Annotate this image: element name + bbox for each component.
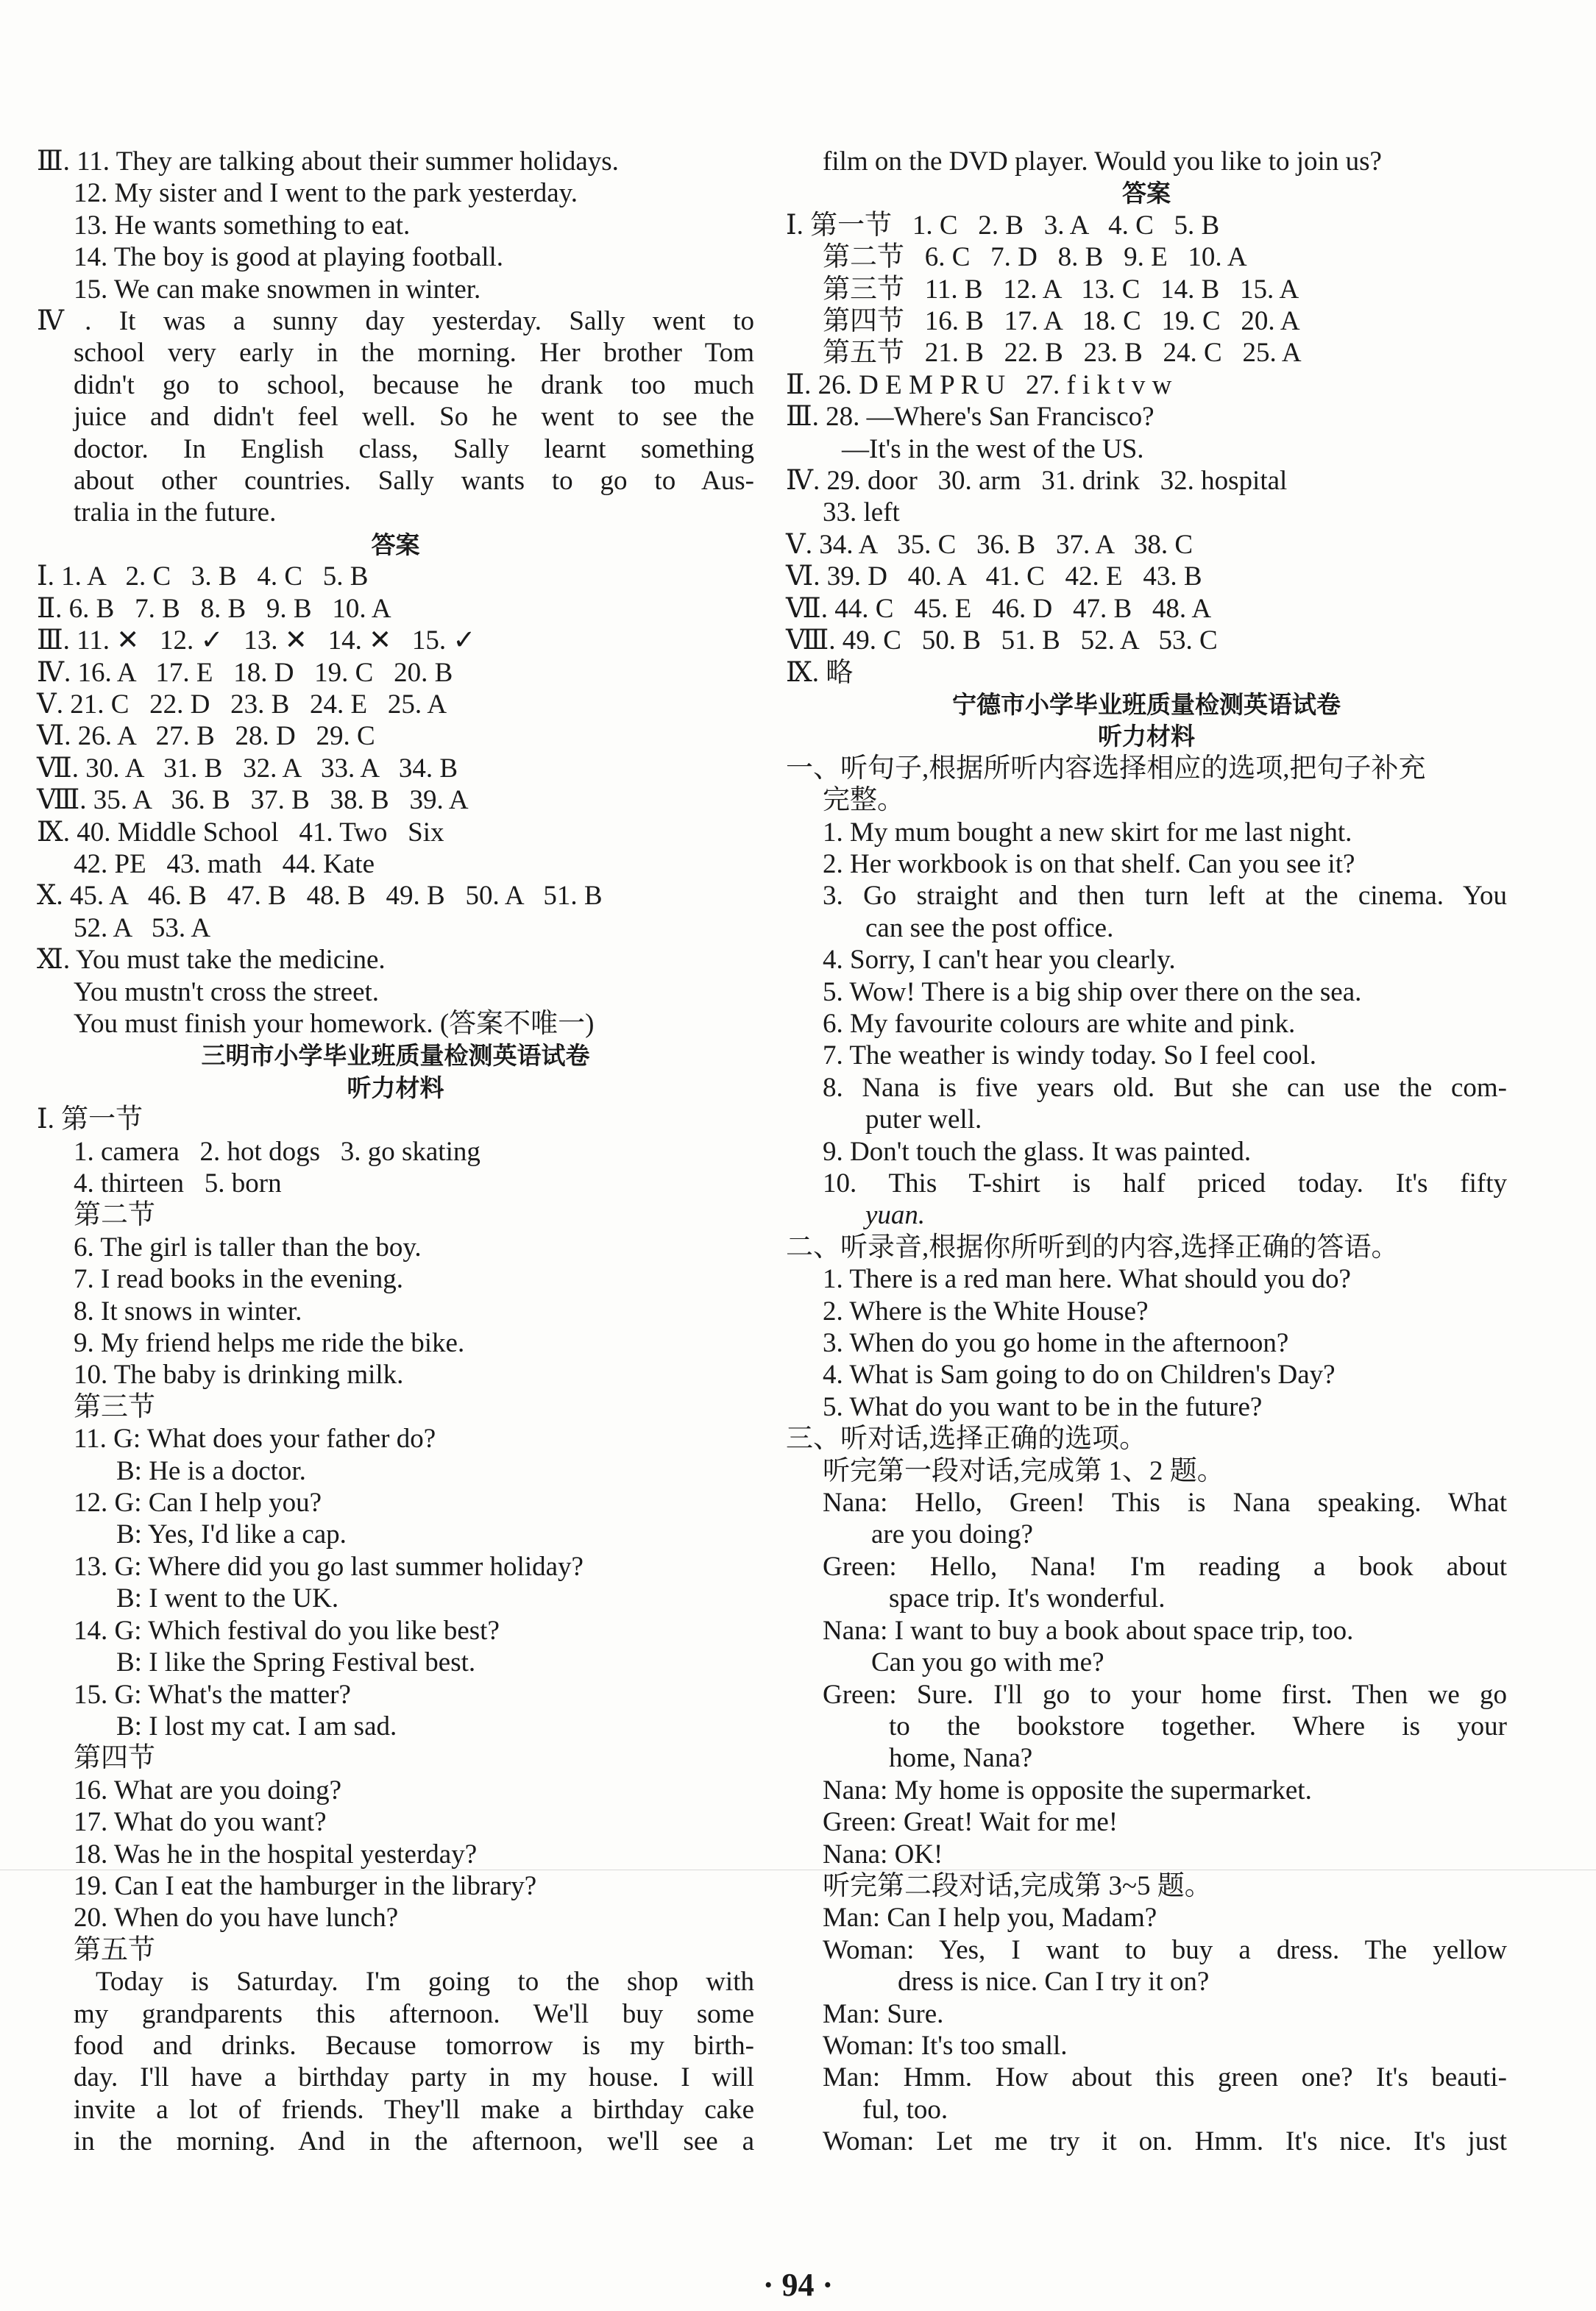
right-line: can see the post office.: [865, 912, 1114, 943]
left-line: Ⅶ. 30. A 31. B 32. A 33. A 34. B: [37, 753, 458, 784]
right-line: 7. The weather is windy today. So I feel cool.: [823, 1040, 1316, 1071]
right-line: Woman: Yes, I want to buy a dress. The yellow: [823, 1934, 1507, 1965]
left-line: 12. G: Can I help you?: [74, 1488, 322, 1519]
right-line: 1. There is a red man here. What should you do?: [823, 1264, 1351, 1295]
left-line: 17. What do you want?: [74, 1807, 327, 1838]
right-line: Green: Great! Wait for me!: [823, 1807, 1118, 1838]
left-line: school very early in the morning. Her brother Tom: [74, 338, 754, 369]
right-line: Ⅲ. 28. —Where's San Francisco?: [786, 402, 1155, 433]
page-number: · 94 ·: [762, 2267, 834, 2303]
left-line: Ⅴ. 21. C 22. D 23. B 24. E 25. A: [37, 689, 447, 720]
right-line: 8. Nana is five years old. But she can use the com-: [823, 1072, 1507, 1103]
right-line: Woman: It's too small.: [823, 2030, 1068, 2061]
right-heading: 听力材料: [1098, 722, 1195, 751]
right-line: Ⅶ. 44. C 45. E 46. D 47. B 48. A: [786, 593, 1212, 624]
right-line: Ⅵ. 39. D 40. A 41. C 42. E 43. B: [786, 561, 1202, 592]
left-line: 第四节: [74, 1743, 155, 1774]
left-line: Ⅲ. 11. They are talking about their summer holidays.: [37, 146, 619, 177]
right-line: Man: Hmm. How about this green one? It's beauti-: [823, 2062, 1507, 2093]
left-line: 13. He wants something to eat.: [74, 210, 411, 241]
left-line: Ⅸ. 40. Middle School 41. Two Six: [37, 817, 444, 848]
left-line: Ⅳ. 16. A 17. E 18. D 19. C 20. B: [37, 657, 453, 688]
right-line: film on the DVD player. Would you like to join us?: [823, 146, 1382, 177]
right-line: —It's in the west of the US.: [842, 433, 1144, 464]
left-line: B: I like the Spring Festival best.: [116, 1647, 476, 1678]
left-line: 14. The boy is good at playing football.: [74, 242, 504, 273]
right-line: 5. Wow! There is a big ship over there on the sea.: [823, 976, 1362, 1007]
left-line: Today is Saturday. I'm going to the shop with: [96, 1967, 754, 1998]
left-line: 8. It snows in winter.: [74, 1296, 302, 1327]
left-line: 12. My sister and I went to the park yesterday.: [74, 178, 578, 209]
right-line: 第四节 16. B 17. A 18. C 19. C 20. A: [823, 306, 1300, 337]
left-line: 第二节: [74, 1200, 155, 1231]
right-line: 第二节 6. C 7. D 8. B 9. E 10. A: [823, 242, 1247, 273]
right-line: Man: Sure.: [823, 1998, 944, 2029]
left-heading: 答案: [371, 530, 420, 559]
left-line: B: Yes, I'd like a cap.: [116, 1519, 347, 1550]
left-line: 15. We can make snowmen in winter.: [74, 274, 481, 305]
left-line: 9. My friend helps me ride the bike.: [74, 1328, 465, 1359]
right-column: [786, 146, 1507, 2158]
right-line: yuan.: [865, 1200, 926, 1231]
left-line: Ⅺ. You must take the medicine.: [37, 945, 386, 976]
right-line: Ⅰ. 第一节 1. C 2. B 3. A 4. C 5. B: [786, 210, 1220, 241]
left-line: Ⅹ. 45. A 46. B 47. B 48. B 49. B 50. A 51. B: [37, 881, 603, 912]
right-line: ful, too.: [862, 2094, 948, 2125]
right-line: Ⅱ. 26. D E M P R U 27. f i k t v w: [786, 369, 1172, 400]
right-line: Nana: OK!: [823, 1839, 943, 1870]
left-line: B: I went to the UK.: [116, 1583, 339, 1614]
left-line: 42. PE 43. math 44. Kate: [74, 848, 375, 879]
left-line: doctor. In English class, Sally learnt something: [74, 433, 754, 464]
left-line: food and drinks. Because tomorrow is my birth-: [74, 2030, 754, 2061]
right-line: 4. Sorry, I can't hear you clearly.: [823, 945, 1176, 976]
right-line: 2. Her workbook is on that shelf. Can you see it?: [823, 848, 1355, 879]
left-line: in the morning. And in the afternoon, we'll see a: [74, 2126, 754, 2157]
right-line: 33. left: [823, 497, 900, 528]
left-line: about other countries. Sally wants to go to Aus-: [74, 466, 754, 497]
right-line: 6. My favourite colours are white and pink.: [823, 1008, 1296, 1039]
left-line: tralia in the future.: [74, 497, 277, 528]
left-line: 14. G: Which festival do you like best?: [74, 1615, 500, 1646]
right-line: 9. Don't touch the glass. It was painted.: [823, 1136, 1252, 1167]
left-line: 第三节: [74, 1391, 155, 1422]
left-line: didn't go to school, because he drank too much: [74, 369, 754, 400]
left-line: 52. A 53. A: [74, 912, 211, 943]
right-line: puter well.: [865, 1104, 982, 1135]
right-line: Can you go with me?: [871, 1647, 1104, 1678]
right-line: 5. What do you want to be in the future?: [823, 1391, 1263, 1422]
left-line: Ⅲ. 11. ✕ 12. ✓ 13. ✕ 14. ✕ 15. ✓: [37, 625, 476, 656]
right-line: 4. What is Sam going to do on Children's Day?: [823, 1360, 1336, 1391]
right-line: dress is nice. Can I try it on?: [898, 1967, 1210, 1998]
left-line: 4. thirteen 5. born: [74, 1168, 282, 1199]
right-line: 第五节 21. B 22. B 23. B 24. C 25. A: [823, 338, 1302, 369]
left-line: invite a lot of friends. They'll make a birthday cake: [74, 2094, 754, 2125]
right-line: 听完第二段对话,完成第 3~5 题。: [823, 1870, 1212, 1901]
left-heading: 听力材料: [347, 1073, 444, 1102]
right-line: 10. This T-shirt is half priced today. It's fifty: [823, 1168, 1507, 1199]
right-heading: 答案: [1122, 179, 1171, 208]
right-line: 2. Where is the White House?: [823, 1296, 1149, 1327]
left-line: Ⅷ. 35. A 36. B 37. B 38. B 39. A: [37, 785, 469, 816]
right-line: 3. When do you go home in the afternoon?: [823, 1328, 1289, 1359]
left-line: Ⅰ. 第一节: [37, 1104, 143, 1135]
right-line: Ⅸ. 略: [786, 657, 854, 688]
right-line: Ⅴ. 34. A 35. C 36. B 37. A 38. C: [786, 529, 1194, 560]
right-line: space trip. It's wonderful.: [889, 1583, 1166, 1614]
left-line: 11. G: What does your father do?: [74, 1424, 436, 1455]
left-line: Ⅳ. It was a sunny day yesterday. Sally went to: [37, 306, 754, 337]
left-line: 10. The baby is drinking milk.: [74, 1360, 404, 1391]
right-line: Woman: Let me try it on. Hmm. It's nice. It's just: [823, 2126, 1507, 2157]
left-line: You mustn't cross the street.: [74, 976, 380, 1007]
right-line: Man: Can I help you, Madam?: [823, 1903, 1157, 1934]
left-line: 第五节: [74, 1934, 155, 1965]
left-line: Ⅵ. 26. A 27. B 28. D 29. C: [37, 721, 375, 752]
right-line: 1. My mum bought a new skirt for me last night.: [823, 817, 1352, 848]
right-line: Green: Hello, Nana! I'm reading a book about: [823, 1551, 1507, 1582]
left-line: juice and didn't feel well. So he went to see the: [74, 402, 754, 433]
right-line: 一、听句子,根据所听内容选择相应的选项,把句子补充: [786, 753, 1426, 784]
left-line: 16. What are you doing?: [74, 1775, 342, 1806]
right-line: home, Nana?: [889, 1743, 1033, 1774]
left-line: Ⅱ. 6. B 7. B 8. B 9. B 10. A: [37, 593, 391, 624]
left-line: Ⅰ. 1. A 2. C 3. B 4. C 5. B: [37, 561, 369, 592]
left-heading: 三明市小学毕业班质量检测英语试卷: [201, 1041, 590, 1071]
left-line: 15. G: What's the matter?: [74, 1679, 351, 1710]
right-line: Ⅳ. 29. door 30. arm 31. drink 32. hospital: [786, 466, 1288, 497]
right-line: 第三节 11. B 12. A 13. C 14. B 15. A: [823, 274, 1299, 305]
left-column: [37, 146, 754, 2158]
left-line: 13. G: Where did you go last summer holiday?: [74, 1551, 584, 1582]
left-line: 18. Was he in the hospital yesterday?: [74, 1839, 478, 1870]
right-line: 听完第一段对话,完成第 1、2 题。: [823, 1455, 1224, 1486]
right-line: Nana: I want to buy a book about space trip, too.: [823, 1615, 1354, 1646]
right-heading: 宁德市小学毕业班质量检测英语试卷: [952, 689, 1341, 719]
left-line: B: He is a doctor.: [116, 1455, 306, 1486]
right-line: 二、听录音,根据你所听到的内容,选择正确的答语。: [786, 1232, 1399, 1263]
right-line: Nana: My home is opposite the supermarket.: [823, 1775, 1312, 1806]
left-line: day. I'll have a birthday party in my house. I will: [74, 2062, 754, 2093]
right-line: to the bookstore together. Where is your: [889, 1711, 1507, 1742]
left-line: 1. camera 2. hot dogs 3. go skating: [74, 1136, 480, 1167]
left-line: 7. I read books in the evening.: [74, 1264, 403, 1295]
left-line: 6. The girl is taller than the boy.: [74, 1232, 422, 1263]
right-line: 三、听对话,选择正确的选项。: [786, 1424, 1147, 1455]
left-line: 19. Can I eat the hamburger in the library?: [74, 1870, 537, 1901]
right-line: are you doing?: [871, 1519, 1033, 1550]
right-line: 完整。: [823, 785, 904, 816]
left-line: You must finish your homework. (答案不唯一): [74, 1008, 595, 1039]
left-line: 20. When do you have lunch?: [74, 1903, 399, 1934]
right-line: 3. Go straight and then turn left at the cinema. You: [823, 881, 1507, 912]
left-line: my grandparents this afternoon. We'll buy some: [74, 1998, 754, 2029]
right-line: Green: Sure. I'll go to your home first. Then we go: [823, 1679, 1507, 1710]
right-line: Nana: Hello, Green! This is Nana speaking. What: [823, 1488, 1507, 1519]
right-line: Ⅷ. 49. C 50. B 51. B 52. A 53. C: [786, 625, 1218, 656]
left-line: B: I lost my cat. I am sad.: [116, 1711, 397, 1742]
